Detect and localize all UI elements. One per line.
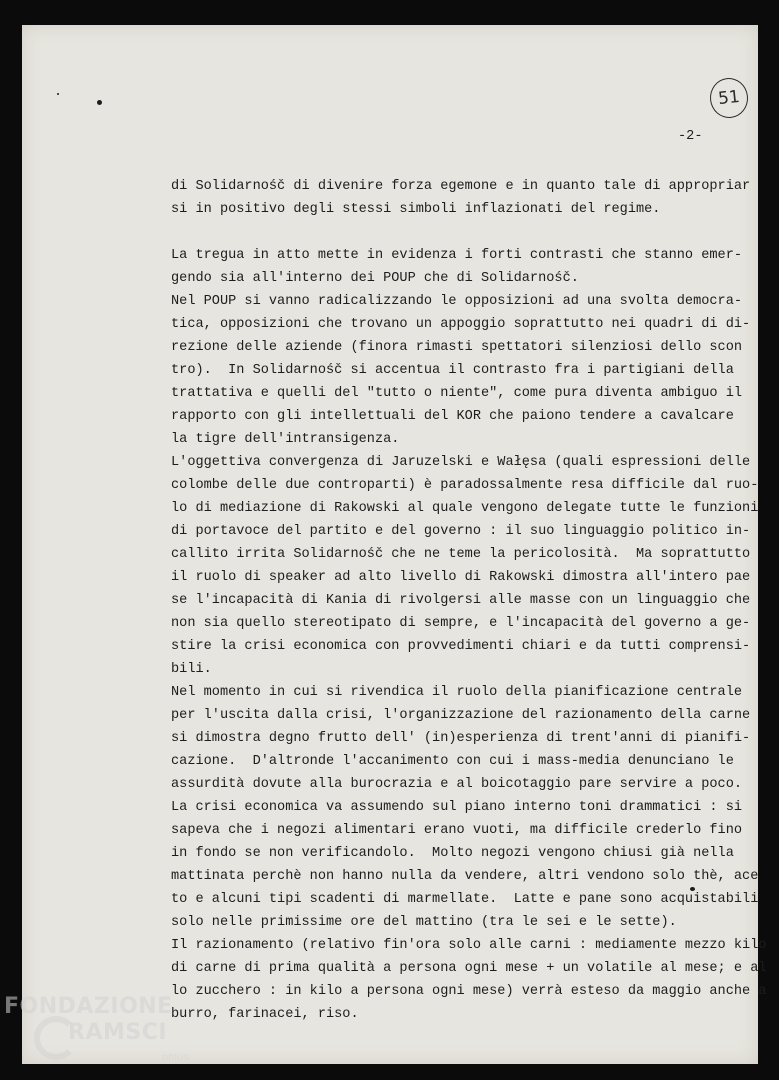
text-line: per l'uscita dalla crisi, l'organizzazione del razionamento della carne — [171, 708, 751, 723]
text-line: assurdità dovute alla burocrazia e al boicotaggio pare servire a poco. — [171, 777, 743, 792]
text-line: rapporto con gli intellettuali del KOR che paiono tendere a cavalcare — [171, 409, 734, 424]
text-line: colombe delle due controparti) è paradossalmente resa difficile dal ruo- — [171, 478, 759, 493]
text-line: Nel POUP si vanno radicalizzando le opposizioni ad una svolta democra- — [171, 294, 743, 309]
text-line: si dimostra degno frutto dell' (in)esperienza di trent'anni di pianifi- — [171, 731, 751, 746]
ink-speck — [690, 887, 695, 891]
page-number: -2- — [678, 129, 703, 144]
text-line: non sia quello stereotipato di sempre, e l'incapacità del governo a ge- — [171, 616, 751, 631]
text-line: lo di mediazione di Rakowski al quale vengono delegate tutte le funzioni — [171, 501, 759, 516]
text-line: di carne di prima qualità a persona ogni mese + un volatile al mese; e al — [171, 961, 767, 976]
fondazione-gramsci-watermark — [4, 994, 204, 1074]
text-line: di portavoce del partito e del governo : il suo linguaggio politico in- — [171, 524, 751, 539]
text-line: sapeva che i negozi alimentari erano vuoti, ma difficile crederlo fino — [171, 823, 743, 838]
text-line: stire la crisi economica con provvedimenti chiari e da tutti comprensi- — [171, 639, 751, 654]
text-line: si in positivo degli stessi simboli inflazionati del regime. — [171, 202, 661, 217]
paragraph-gap — [171, 221, 731, 244]
text-line: burro, farinacei, riso. — [171, 1007, 359, 1022]
watermark-line2: RAMSCI — [68, 1020, 168, 1045]
text-line: di Solidarnośč di divenire forza egemone e in quanto tale di appropriar — [171, 179, 751, 194]
text-line: to e alcuni tipi scadenti di marmellate. Latte e pane sono acquistabili — [171, 892, 759, 907]
text-line: tica, opposizioni che trovano un appoggio soprattutto nei quadri di di- — [171, 317, 751, 332]
ink-speck — [97, 100, 102, 105]
text-line: tro). In Solidarnośč si accentua il contrasto fra i partigiani della — [171, 363, 734, 378]
text-line: la tigre dell'intransigenza. — [171, 432, 400, 447]
text-line: cazione. D'altronde l'accanimento con cui i mass-media denunciano le — [171, 754, 734, 769]
text-line: rezione delle aziende (finora rimasti spettatori silenziosi dello scon — [171, 340, 743, 355]
ink-speck — [57, 93, 59, 95]
text-line: Nel momento in cui si rivendica il ruolo della pianificazione centrale — [171, 685, 743, 700]
watermark-line3: onlus — [162, 1052, 189, 1063]
text-line: callito irrita Solidarnośč che ne teme la pericolosità. Ma soprattutto — [171, 547, 751, 562]
text-line: bili. — [171, 662, 212, 677]
document-body — [171, 175, 767, 1026]
archive-stamp — [708, 76, 750, 120]
text-line: solo nelle primissime ore del mattino (tra le sei e le sette). — [171, 915, 677, 930]
text-line: L'oggettiva convergenza di Jaruzelski e Wałęsa (quali espressioni delle — [171, 455, 751, 470]
text-line: il ruolo di speaker ad alto livello di Rakowski dimostra all'intero pae — [171, 570, 751, 585]
text-line: mattinata perchè non hanno nulla da vendere, altri vendono solo thè, ace — [171, 869, 759, 884]
text-line: La crisi economica va assumendo sul piano interno toni drammatici : si — [171, 800, 743, 815]
text-line: gendo sia all'interno dei POUP che di Solidarnośč. — [171, 271, 579, 286]
text-line: Il razionamento (relativo fin'ora solo alle carni : mediamente mezzo kilo — [171, 938, 767, 953]
text-line: La tregua in atto mette in evidenza i forti contrasti che stanno emer- — [171, 248, 743, 263]
text-line: trattativa e quelli del "tutto o niente", come pura diventa ambiguo il — [171, 386, 743, 401]
text-line: se l'incapacità di Kania di rivolgersi alle masse con un linguaggio che — [171, 593, 751, 608]
text-line: lo zucchero : in kilo a persona ogni mese) verrà esteso da maggio anche a — [171, 984, 767, 999]
document-page — [22, 25, 767, 1064]
watermark-line1: FONDAZIONE — [4, 994, 173, 1019]
text-line: in fondo se non verificandolo. Molto negozi vengono chiusi già nella — [171, 846, 734, 861]
stamp-number: 51 — [717, 86, 741, 110]
